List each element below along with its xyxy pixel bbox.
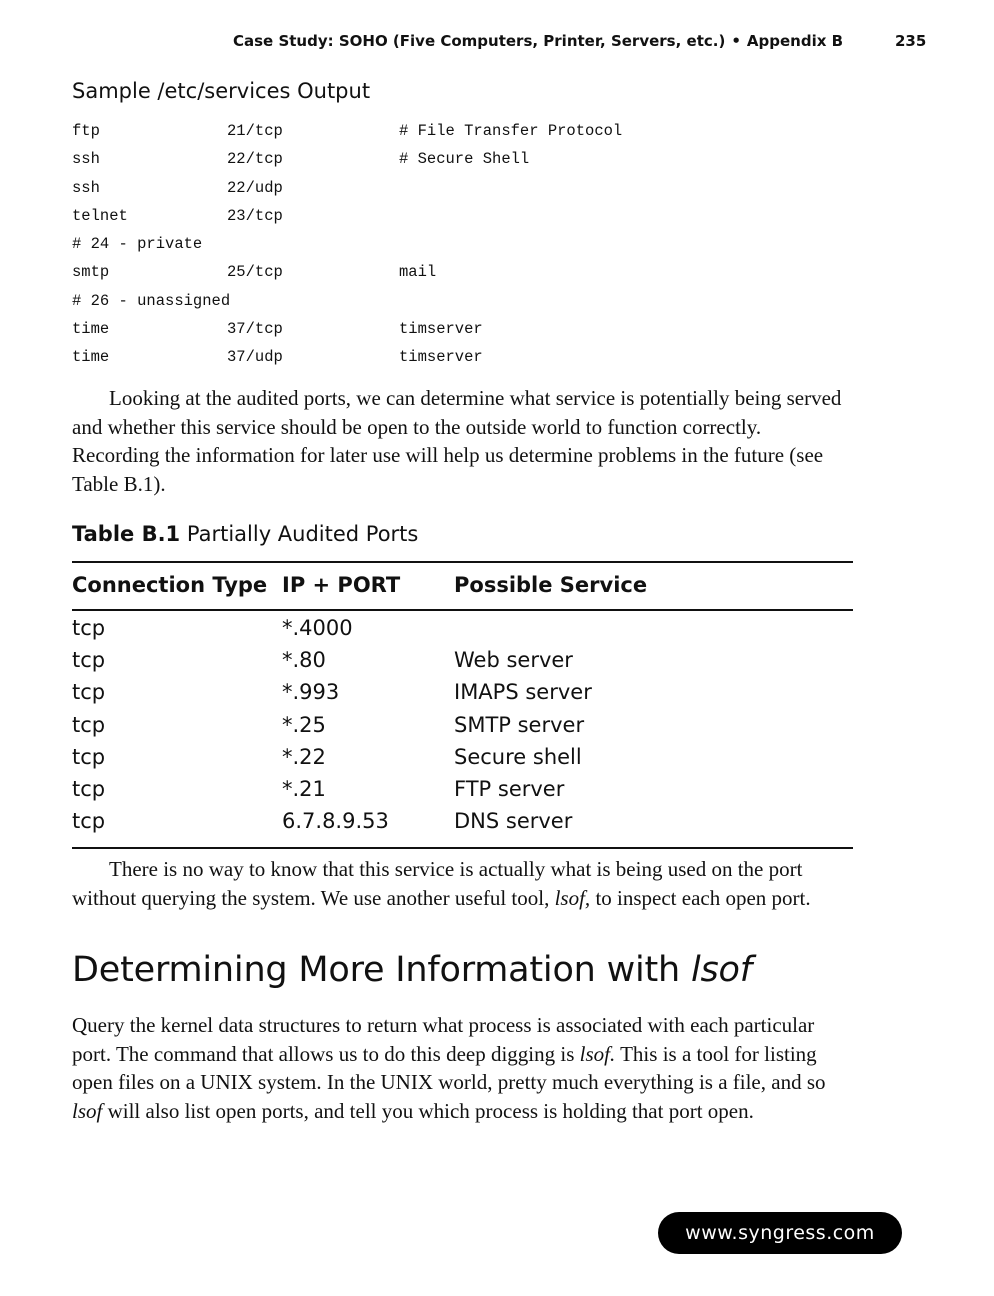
- service-comment: # Secure Shell: [399, 150, 530, 169]
- service-name: time: [72, 348, 110, 367]
- cell-possible-service: IMAPS server: [454, 680, 592, 705]
- service-name: # 26 - unassigned: [72, 291, 231, 310]
- paragraph-audited-ports: Looking at the audited ports, we can determine what service is potentially being served and whether this service should be open to the outside world to function correctly. Recording the information for later use will help us determine problems in the future (see Table B.1).: [72, 386, 842, 496]
- table-header-row: [72, 563, 853, 609]
- table-row: [72, 775, 853, 807]
- cell-ip-port: *.25: [282, 712, 326, 737]
- service-port: 37/tcp: [227, 320, 283, 339]
- cell-connection-type: tcp: [72, 776, 106, 801]
- service-name: smtp: [72, 263, 110, 282]
- section-heading: Determining More Information with lsof: [72, 950, 752, 990]
- service-port: 23/tcp: [227, 206, 283, 225]
- cell-connection-type: tcp: [72, 712, 106, 737]
- cell-ip-port: *.22: [282, 744, 326, 769]
- cell-ip-port: *.4000: [282, 616, 353, 640]
- service-name: time: [72, 320, 110, 339]
- tool-name-lsof: lsof.: [579, 1041, 616, 1066]
- cell-possible-service: DNS server: [454, 809, 573, 834]
- heading-italic-lsof: lsof: [690, 950, 752, 990]
- cell-possible-service: Secure shell: [454, 744, 582, 769]
- table-caption-number: Table B.1: [72, 522, 181, 546]
- cell-connection-type: tcp: [72, 648, 106, 673]
- table-row: [72, 711, 853, 743]
- table-body: [72, 611, 853, 847]
- service-name: ssh: [72, 178, 100, 197]
- service-name: telnet: [72, 206, 128, 225]
- header-connection-type: Connection Type: [72, 573, 268, 597]
- table-row: [72, 743, 853, 775]
- service-name: ftp: [72, 122, 100, 140]
- cell-connection-type: tcp: [72, 616, 106, 640]
- header-ip-port: IP + PORT: [282, 573, 401, 597]
- header-possible-service: Possible Service: [454, 573, 648, 597]
- cell-connection-type: tcp: [72, 809, 106, 834]
- service-port: 21/tcp: [227, 122, 283, 140]
- service-comment: timserver: [399, 348, 483, 367]
- page-number: 235: [895, 32, 927, 50]
- service-name: # 24 - private: [72, 235, 203, 254]
- table-row: [72, 646, 853, 678]
- header-separator: •: [731, 32, 741, 50]
- table-caption: [72, 522, 418, 546]
- cell-possible-service: SMTP server: [454, 712, 585, 737]
- tool-name-lsof: lsof: [72, 1098, 103, 1123]
- table-caption-title: Partially Audited Ports: [186, 522, 419, 546]
- service-port: 37/udp: [227, 348, 283, 367]
- service-name: ssh: [72, 150, 100, 169]
- service-port: 22/udp: [227, 178, 283, 197]
- table-row: [72, 678, 853, 710]
- running-header-title: Case Study: SOHO (Five Computers, Printer, Servers, etc.) • Appendix B: [233, 32, 844, 50]
- cell-ip-port: 6.7.8.9.53: [282, 809, 389, 834]
- cell-ip-port: *.21: [282, 776, 326, 801]
- section-label: Sample /etc/services Output: [72, 79, 371, 103]
- cell-ip-port: *.993: [282, 680, 340, 705]
- paragraph-lsof-intro: There is no way to know that this service is actually what is being used on the port without querying the system. We use another useful tool, lsof, to inspect each open port.: [72, 857, 811, 910]
- service-comment: # File Transfer Protocol: [399, 122, 623, 140]
- service-comment: timserver: [399, 320, 483, 339]
- table-row: [72, 614, 853, 646]
- cell-possible-service: Web server: [454, 648, 573, 673]
- audited-ports-table: [72, 561, 853, 849]
- cell-possible-service: FTP server: [454, 776, 565, 801]
- cell-connection-type: tcp: [72, 744, 106, 769]
- website-badge[interactable]: www.syngress.com: [658, 1212, 902, 1254]
- table-row: [72, 807, 853, 839]
- paragraph-kernel-query: Query the kernel data structures to return what process is associated with each particular port. The command that allows us to do this deep digging is lsof. This is a tool for listing open files on a UNIX system. In the UNIX world, pretty much everything is a file, and so lsof will also list open ports, and tell you which process is holding that port open.: [72, 1013, 826, 1123]
- cell-ip-port: *.80: [282, 648, 326, 673]
- header-section: Appendix B: [746, 32, 844, 50]
- service-port: 25/tcp: [227, 263, 283, 282]
- table-bottom-rule: [72, 847, 853, 849]
- cell-connection-type: tcp: [72, 680, 106, 705]
- tool-name-lsof: lsof,: [554, 885, 591, 910]
- service-port: 22/tcp: [227, 150, 283, 169]
- service-comment: mail: [399, 263, 437, 282]
